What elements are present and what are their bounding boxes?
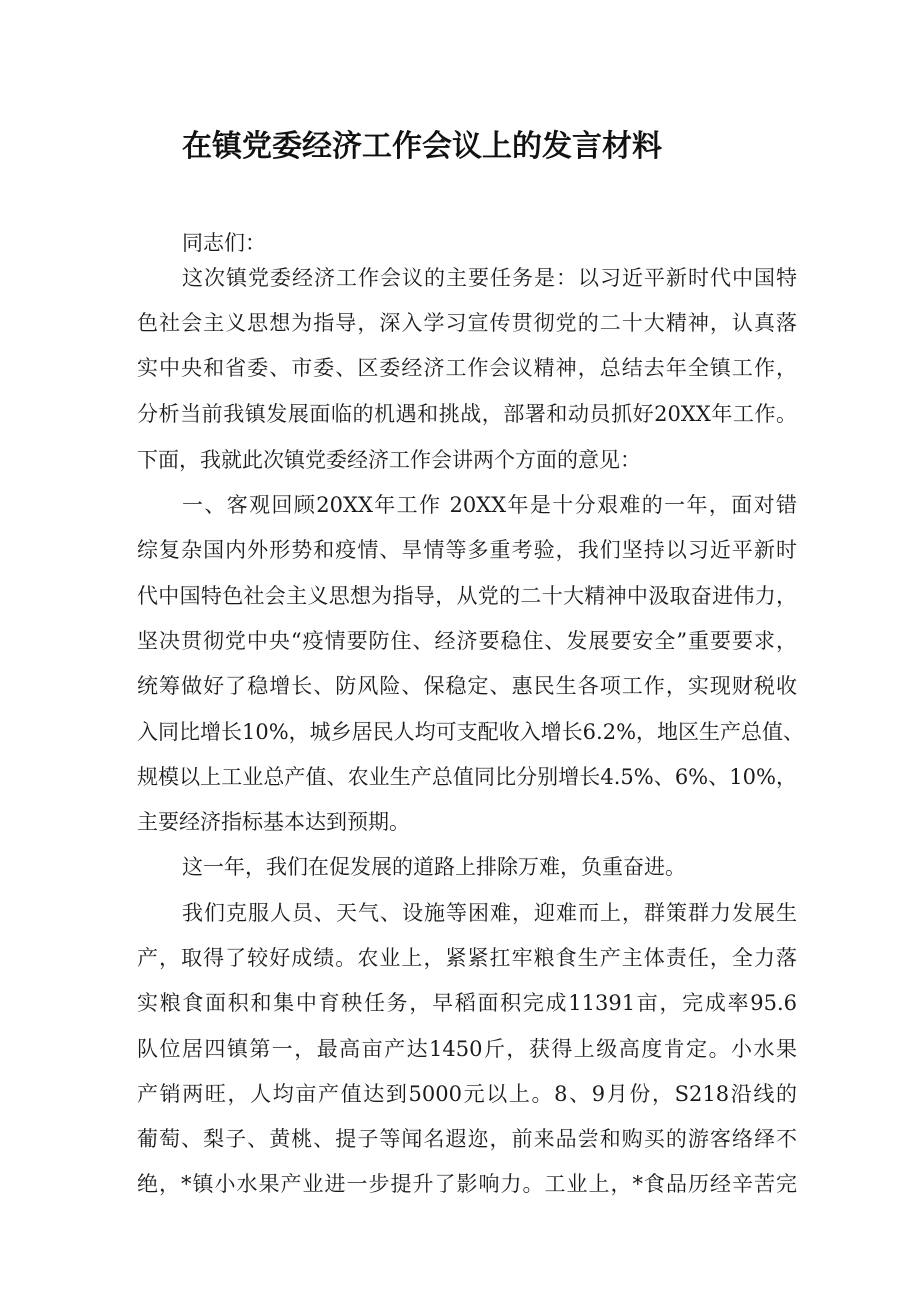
paragraph-line: 这次镇党委经济工作会议的主要任务是：以习近平新时代中国特 bbox=[182, 266, 797, 290]
paragraph-line: 分析当前我镇发展面临的机遇和挑战，部署和动员抓好20XX年工作。 bbox=[137, 402, 797, 426]
paragraph-line: 规模以上工业总产值、农业生产总值同比分别增长4.5%、6%、10%， bbox=[137, 765, 797, 789]
paragraph-line: 一、客观回顾20XX年工作 20XX年是十分艰难的一年，面对错 bbox=[182, 493, 797, 517]
paragraph-line: 下面，我就此次镇党委经济工作会讲两个方面的意见： bbox=[137, 448, 641, 472]
paragraph-line: 色社会主义思想为指导，深入学习宣传贯彻党的二十大精神，认真落 bbox=[137, 311, 797, 335]
paragraph-line: 这一年，我们在促发展的道路上排除万难，负重奋进。 bbox=[182, 855, 686, 879]
paragraph-line: 代中国特色社会主义思想为指导，从党的二十大精神中汲取奋进伟力， bbox=[137, 584, 797, 608]
paragraph-line: 综复杂国内外形势和疫情、旱情等多重考验，我们坚持以习近平新时 bbox=[137, 538, 797, 562]
document-title: 在镇党委经济工作会议上的发言材料 bbox=[182, 129, 662, 164]
salutation-line: 同志们： bbox=[182, 231, 266, 255]
paragraph-line: 实中央和省委、市委、区委经济工作会议精神，总结去年全镇工作， bbox=[137, 356, 797, 380]
paragraph-line: 产销两旺，人均亩产值达到5000元以上。8、9月份，S218沿线的 bbox=[137, 1082, 797, 1106]
paragraph-line: 入同比增长10%，城乡居民人均可支配收入增长6.2%，地区生产总值、 bbox=[137, 720, 805, 744]
paragraph-line: 实粮食面积和集中育秧任务，早稻面积完成11391亩，完成率95.6 bbox=[137, 991, 797, 1015]
paragraph-line: 绝，*镇小水果产业进一步提升了影响力。工业上，*食品历经辛苦完 bbox=[137, 1172, 797, 1196]
paragraph-line: 产，取得了较好成绩。农业上，紧紧扛牢粮食生产主体责任，全力落 bbox=[137, 946, 797, 970]
paragraph-line: 主要经济指标基本达到预期。 bbox=[137, 810, 410, 834]
paragraph-line: 队位居四镇第一，最高亩产达1450斤，获得上级高度肯定。小水果 bbox=[137, 1037, 797, 1061]
paragraph-line: 统筹做好了稳增长、防风险、保稳定、惠民生各项工作，实现财税收 bbox=[137, 674, 797, 698]
paragraph-line: 坚决贯彻党中央“疫情要防住、经济要稳住、发展要安全”重要要求， bbox=[137, 629, 797, 653]
paragraph-line: 我们克服人员、天气、设施等困难，迎难而上，群策群力发展生 bbox=[182, 901, 797, 925]
paragraph-line: 葡萄、梨子、黄桃、提子等闻名遐迩，前来品尝和购买的游客络绎不 bbox=[137, 1127, 797, 1151]
